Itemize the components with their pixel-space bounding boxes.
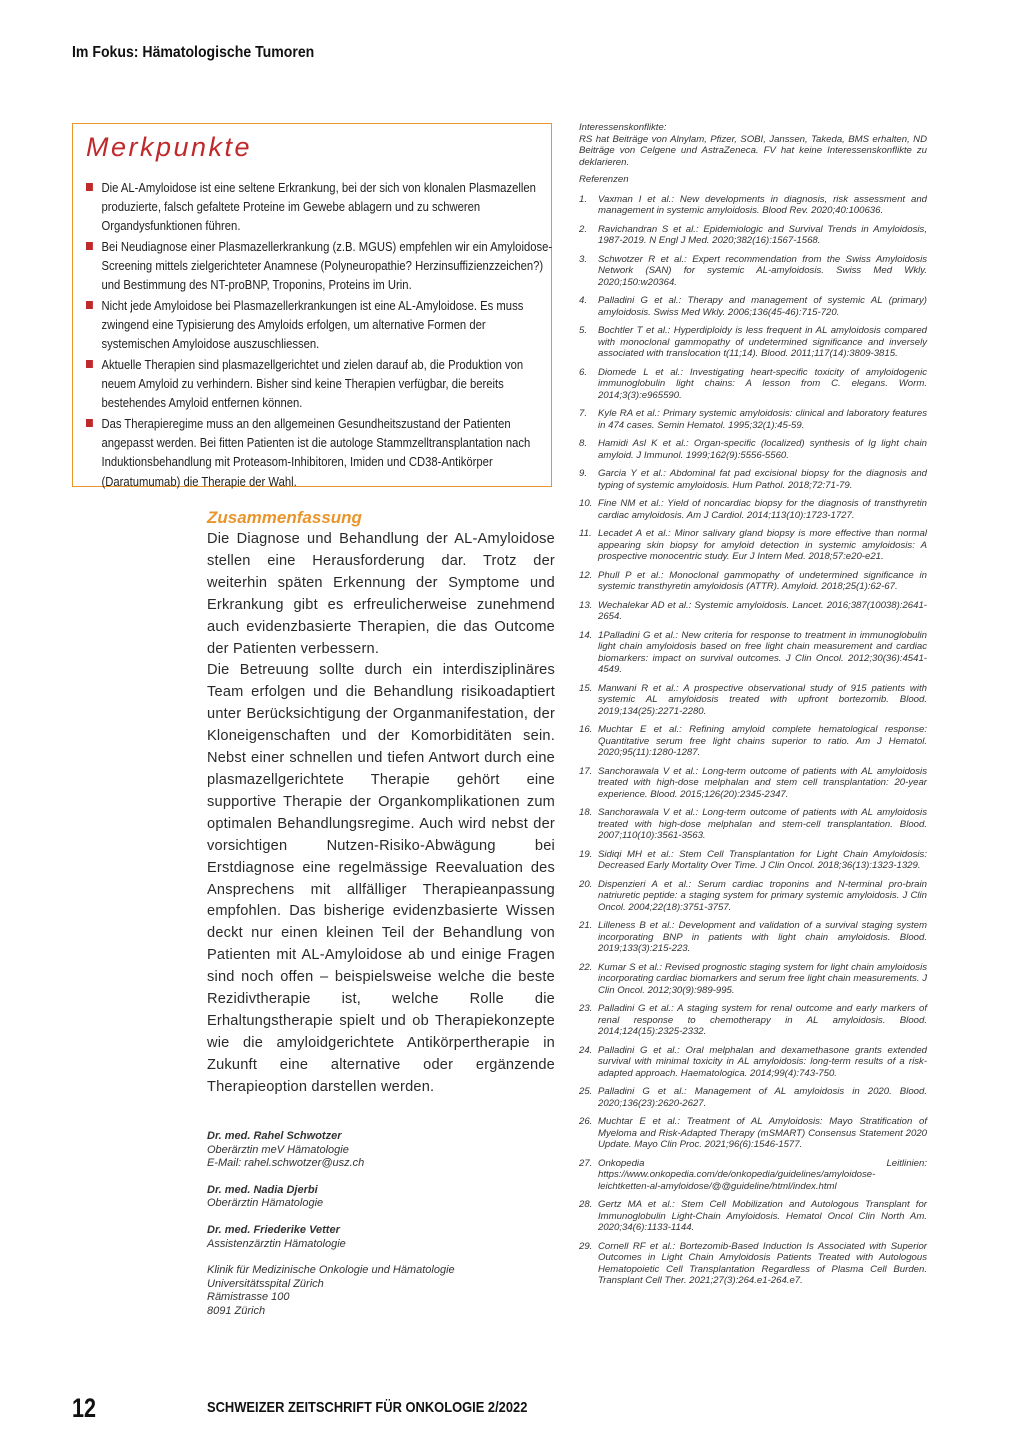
reference-text: Lecadet A et al.: Minor salivary gland biopsy is more effective than normal appearing skin biopsy for amyloid detection in systemic amyloidosis: A prospective monocentric study. Eur J Intern Med. 2018;57:e20-e21. bbox=[598, 528, 927, 562]
list-item bbox=[86, 178, 556, 236]
reference-text: Garcia Y et al.: Abdominal fat pad excisional biopsy for the diagnosis and typing of systemic amyloidosis. Hum Pathol. 2018;72:71-79. bbox=[598, 468, 927, 491]
list-item-text: Nicht jede Amyloidose bei Plasmazellerkrankungen ist eine AL-Amyloidose. Es muss zwingend eine Typisierung des Amyloids erfolgen, um alternative Formen der systemischen Amyloidose auszuschliessen. bbox=[101, 298, 524, 352]
reference-text: Phull P et al.: Monoclonal gammopathy of undetermined significance in systemic transthyretin amyloidosis (ATTR). Amyloid. 2018;25(1):62-67. bbox=[598, 569, 927, 592]
reference-item bbox=[579, 879, 927, 914]
reference-number: 26. bbox=[579, 1116, 593, 1127]
reference-number: 5. bbox=[579, 325, 588, 336]
reference-text: Gertz MA et al.: Stem Cell Mobilization and Autologous Transplant for Immunoglobulin Light-Chain Amyloidosis. Hematol Oncol Clin North Am. 2020;34(6):1133-1144. bbox=[598, 1199, 927, 1233]
institution-line: Universitätsspital Zürich bbox=[207, 1277, 324, 1290]
reference-text: Wechalekar AD et al.: Systemic amyloidosis. Lancet. 2016;387(10038):2641-2654. bbox=[598, 599, 927, 622]
reference-number: 28. bbox=[579, 1199, 593, 1210]
reference-item bbox=[579, 367, 927, 402]
list-item-text: Das Therapieregime muss an den allgemeinen Gesundheitszustand der Patienten angepasst werden. Bei fitten Patienten ist die autologe Stammzelltransplantation nach Induktionsbehandlung mit Proteasom-Inhibitoren, Imiden und CD38-Antikörper (Daratumumab) die Therapie der Wahl. bbox=[101, 416, 531, 489]
reference-number: 9. bbox=[579, 468, 588, 479]
author-email: E-Mail: rahel.schwotzer@usz.ch bbox=[207, 1157, 365, 1170]
list-item bbox=[86, 355, 556, 413]
reference-number: 17. bbox=[579, 765, 593, 777]
reference-number: 8. bbox=[579, 438, 588, 449]
reference-number: 29. bbox=[579, 1240, 593, 1252]
reference-item bbox=[579, 1158, 927, 1193]
reference-number: 4. bbox=[579, 295, 588, 306]
abstract-body bbox=[207, 529, 555, 1099]
author-role: Assistenzärztin Hämatologie bbox=[207, 1237, 346, 1250]
abstract-heading: Zusammenfassung bbox=[207, 508, 362, 527]
list-item-text: Bei Neudiagnose einer Plasmazellerkrankung (z.B. MGUS) empfehlen wir ein Amyloidose-Screening mittels zielgerichteter Anamnese (Polyneuropathie? Herzinsuffizienzzeichen?) und Bestimmung des NT-proBNP, Troponins, Proteins im Urin. bbox=[101, 239, 553, 293]
reference-text: Sidiqi MH et al.: Stem Cell Transplantation for Light Chain Amyloidosis: Decreased Early Mortality Over Time. J Clin Oncol. 2018;36(13):1323-1329. bbox=[598, 848, 927, 871]
reference-text: 1Palladini G et al.: New criteria for response to treatment in immunoglobulin light chain amyloidosis based on free light chain measurement and cardiac biomarkers: impact on survival outcomes. J Clin Oncol. 2012;30(36):4541-4549. bbox=[598, 629, 927, 675]
reference-text: Muchtar E et al.: Refining amyloid complete hematological response: Quantitative serum free light chains superior to ratio. Am J Hematol. 2020;95(11):1280-1287. bbox=[598, 724, 927, 758]
reference-text: Ravichandran S et al.: Epidemiologic and Survival Trends in Amyloidosis, 1987-2019. N Engl J Med. 2020;382(16):1567-1568. bbox=[598, 223, 927, 246]
reference-text: Schwotzer R et al.: Expert recommendation from the Swiss Amyloidosis Network (SAN) for systemic AL-amyloidosis. Swiss Med Wkly. 2020;150:w20364. bbox=[598, 253, 927, 288]
author-block bbox=[207, 1224, 547, 1251]
abstract-paragraph: Die Diagnose und Behandlung der AL-Amyloidose stellen eine Herausforderung dar. Trotz der weiterhin späten Erkennung der Symptome und Erkrankung gibt es erfreulicherweise zunehmend auch evidenzbasierte Therapien, die das Outcome der Patienten verbessern. bbox=[207, 531, 555, 657]
reference-number: 21. bbox=[579, 920, 593, 931]
reference-number: 18. bbox=[579, 807, 593, 818]
reference-number: 20. bbox=[579, 878, 593, 890]
square-bullet-icon bbox=[86, 419, 93, 427]
list-item-text: Die AL-Amyloidose ist eine seltene Erkrankung, bei der sich von klonalen Plasmazellen produzierte, falsch gefaltete Proteine im Gewebe ablagern und zu schweren Organdysfunktionen führen. bbox=[101, 180, 536, 234]
reference-text: Dispenzieri A et al.: Serum cardiac troponins and N-terminal pro-brain natriuretic peptide: a staging system for primary systemic amyloidosis. J Clin Oncol. 2004;22(18):3751-3757. bbox=[598, 878, 927, 913]
section-header: Im Fokus: Hämatologische Tumoren bbox=[72, 44, 315, 61]
reference-text: Lilleness B et al.: Development and validation of a survival staging system incorporating BNP in patients with light chain amyloidosis. Blood. 2019;133(3):215-223. bbox=[598, 920, 927, 954]
reference-item bbox=[579, 325, 927, 360]
conflicts-text: RS hat Beiträge von Alnylam, Pfizer, SOBI, Janssen, Takeda, BMS erhalten, ND Beiträge von Celgene und AstraZeneca. FV hat keine Interessenskonflikte zu deklarieren. bbox=[579, 133, 927, 168]
merkpunkte-list bbox=[86, 178, 553, 492]
reference-item bbox=[579, 528, 927, 563]
reference-item bbox=[579, 408, 927, 431]
reference-text: Sanchorawala V et al.: Long-term outcome of patients with AL amyloidosis treated with high-dose melphalan and stem cell transplantation: 20-year experience. Blood. 2015;126(20):2345-2347. bbox=[598, 765, 927, 800]
institution-line: 8091 Zürich bbox=[207, 1304, 266, 1317]
reference-text: Vaxman I et al.: New developments in diagnosis, risk assessment and management in systemic amyloidosis. Blood Rev. 2020;40:100636. bbox=[598, 193, 927, 216]
reference-item bbox=[579, 1086, 927, 1109]
list-item-text: Aktuelle Therapien sind plasmazellgerichtet und zielen darauf ab, die Produktion von neuem Amyloid zu verhindern. Bisher sind keine Therapien verfügbar, die bereits bestehendes Amyloid entfernen können. bbox=[101, 357, 524, 411]
reference-text: Kumar S et al.: Revised prognostic staging system for light chain amyloidosis incorporating cardiac biomarkers and serum free light chain measurements. J Clin Oncol. 2012;30(9):989-995. bbox=[598, 961, 927, 996]
reference-text: Bochtler T et al.: Hyperdiploidy is less frequent in AL amyloidosis compared with monoclonal gammopathy of undetermined significance and inversely associated with translocation t(11;14). Blood. 2011;117(14):3809-3815. bbox=[598, 325, 927, 359]
reference-number: 1. bbox=[579, 193, 588, 205]
institution-block bbox=[207, 1264, 547, 1318]
reference-item bbox=[579, 194, 927, 217]
reference-number: 23. bbox=[579, 1003, 593, 1014]
reference-item bbox=[579, 1241, 927, 1287]
reference-item bbox=[579, 468, 927, 491]
reference-item bbox=[579, 766, 927, 801]
merkpunkte-title: Merkpunkte bbox=[86, 132, 253, 162]
reference-item bbox=[579, 962, 927, 997]
reference-text: Diomede L et al.: Investigating heart-specific toxicity of amyloidogenic immunoglobulin light chains: A lesson from C. elegans. Worm. 2014;3(3):e965590. bbox=[598, 366, 927, 401]
reference-item bbox=[579, 570, 927, 593]
reference-item bbox=[579, 1045, 927, 1080]
references-heading: Referenzen bbox=[579, 174, 629, 185]
reference-number: 16. bbox=[579, 724, 593, 735]
reference-item bbox=[579, 498, 927, 521]
reference-number: 2. bbox=[579, 223, 588, 235]
reference-item bbox=[579, 920, 927, 955]
page-number: 12 bbox=[72, 1393, 97, 1423]
reference-text: Sanchorawala V et al.: Long-term outcome of patients with AL amyloidosis treated with high-dose melphalan and stem-cell transplantation. Blood. 2007;110(10):3561-3563. bbox=[598, 807, 927, 841]
reference-item bbox=[579, 630, 927, 676]
reference-number: 11. bbox=[579, 528, 592, 539]
reference-number: 7. bbox=[579, 408, 588, 419]
reference-text: Palladini G et al.: Management of AL amyloidosis in 2020. Blood. 2020;136(23):2620-2627. bbox=[598, 1086, 927, 1109]
reference-number: 22. bbox=[579, 961, 593, 973]
author-block bbox=[207, 1130, 547, 1171]
author-role: Oberärztin meV Hämatologie bbox=[207, 1143, 349, 1156]
square-bullet-icon bbox=[86, 242, 93, 250]
reference-text: Cornell RF et al.: Bortezomib-Based Induction Is Associated with Superior Outcomes in Light Chain Amyloidosis Patients Treated with Autologous Hematopoietic Cell Transplantation Regardless of Plasma Cell Burden. Transplant Cell Ther. 2021;27(3):264.e1-264.e7. bbox=[598, 1240, 927, 1286]
reference-text: Kyle RA et al.: Primary systemic amyloidosis: clinical and laboratory features in 474 cases. Semin Hematol. 1995;32(1):45-59. bbox=[598, 408, 927, 431]
author-block bbox=[207, 1184, 547, 1211]
reference-number: 24. bbox=[579, 1044, 593, 1056]
journal-name: SCHWEIZER ZEITSCHRIFT FÜR ONKOLOGIE 2/2022 bbox=[207, 1399, 528, 1416]
reference-number: 13. bbox=[579, 599, 593, 611]
reference-item bbox=[579, 1199, 927, 1234]
author-name: Dr. med. Rahel Schwotzer bbox=[207, 1130, 342, 1142]
author-info bbox=[207, 1130, 547, 1332]
reference-item bbox=[579, 724, 927, 759]
list-item bbox=[86, 414, 556, 491]
reference-item bbox=[579, 254, 927, 289]
reference-number: 3. bbox=[579, 253, 588, 265]
square-bullet-icon bbox=[86, 301, 93, 309]
right-column bbox=[579, 122, 927, 1294]
reference-text: Onkopedia Leitlinien: https://www.onkopedia.com/de/onkopedia/guidelines/amyloidose-leichtketten-al-amyloidose/@@guideline/html/index.html bbox=[598, 1157, 927, 1192]
reference-text: Manwani R et al.: A prospective observational study of 915 patients with systemic AL amyloidosis treated with upfront bortezomib. Blood. 2019;134(25):2271-2280. bbox=[598, 682, 927, 717]
reference-item bbox=[579, 683, 927, 718]
reference-number: 27. bbox=[579, 1157, 593, 1169]
list-item bbox=[86, 237, 556, 295]
square-bullet-icon bbox=[86, 183, 93, 191]
reference-text: Palladini G et al.: Therapy and management of systemic AL (primary) amyloidosis. Swiss Med Wkly. 2006;136(45-46):715-720. bbox=[598, 295, 927, 318]
list-item bbox=[86, 296, 556, 354]
institution-line: Rämistrasse 100 bbox=[207, 1291, 290, 1304]
reference-item bbox=[579, 438, 927, 461]
author-name: Dr. med. Friederike Vetter bbox=[207, 1223, 340, 1236]
reference-item bbox=[579, 1003, 927, 1038]
reference-item bbox=[579, 224, 927, 247]
reference-item bbox=[579, 1116, 927, 1151]
reference-text: Muchtar E et al.: Treatment of AL Amyloidosis: Mayo Stratification of Myeloma and Risk-Adapted Therapy (mSMART) Consensus Statement 2020 Update. Mayo Clin Proc. 2021;96(6):1546-1577. bbox=[598, 1116, 927, 1150]
reference-item bbox=[579, 600, 927, 623]
references-list bbox=[579, 194, 927, 1287]
conflicts-heading: Interessenskonflikte: bbox=[579, 122, 667, 133]
reference-text: Palladini G et al.: Oral melphalan and dexamethasone grants extended survival with minimal toxicity in AL amyloidosis: long-term results of a risk-adapted approach. Haematologica. 2014;99(4):743-750. bbox=[598, 1044, 927, 1079]
author-name: Dr. med. Nadia Djerbi bbox=[207, 1183, 318, 1196]
reference-number: 25. bbox=[579, 1086, 593, 1097]
reference-number: 15. bbox=[579, 682, 593, 694]
reference-item bbox=[579, 849, 927, 872]
reference-number: 19. bbox=[579, 848, 593, 860]
square-bullet-icon bbox=[86, 360, 93, 368]
reference-number: 14. bbox=[579, 629, 593, 641]
reference-item bbox=[579, 295, 927, 318]
reference-number: 12. bbox=[579, 569, 593, 581]
reference-item bbox=[579, 807, 927, 842]
author-role: Oberärztin Hämatologie bbox=[207, 1197, 324, 1210]
reference-text: Palladini G et al.: A staging system for renal outcome and early markers of renal response to chemotherapy in AL amyloidosis. Blood. 2014;124(15):2325-2332. bbox=[598, 1003, 927, 1037]
institution-line: Klinik für Medizinische Onkologie und Hämatologie bbox=[207, 1264, 455, 1277]
reference-number: 6. bbox=[579, 366, 588, 378]
abstract-paragraph: Die Betreuung sollte durch ein interdisziplinäres Team erfolgen und die Behandlung risikoadaptiert unter Berücksichtigung der Organmanifestation, der Kloneigenschaften und der Komorbiditäten sein. Nebst einer schnellen und tiefen Antwort durch eine plasmazellgerichtete Therapie gehört eine supportive Therapie der Organkomplikationen zum optimalen Behandlungsregime. Auch wird nebst der vorsichtigen Nutzen-Risiko-Abwägung bei Erstdiagnose eine regelmässige Reevaluation des Ansprechens mit allfälliger Therapieanpassung empfohlen. Das bisherige evidenzbasierte Wissen deckt nur einen kleinen Teil der Behandlung von Patienten mit AL-Amyloidose ab und einige Fragen sind noch offen – beispielsweise welche die beste Rezidivtherapie ist, welche Rolle die Erhaltungstherapie spielt und ob Therapiekonzepte wie die amyloidgerichtete Antikörpertherapie in Zukunft eine alternative oder ergänzende Therapieoption darstellen werden. bbox=[207, 662, 555, 1095]
reference-text: Fine NM et al.: Yield of noncardiac biopsy for the diagnosis of transthyretin cardiac amyloidosis. Am J Cardiol. 2014;113(10):1723-1727. bbox=[598, 498, 927, 521]
reference-number: 10. bbox=[579, 498, 593, 509]
reference-text: Hamidi Asl K et al.: Organ-specific (localized) synthesis of Ig light chain amyloid. J Immunol. 1999;162(9):5556-5560. bbox=[598, 438, 927, 461]
